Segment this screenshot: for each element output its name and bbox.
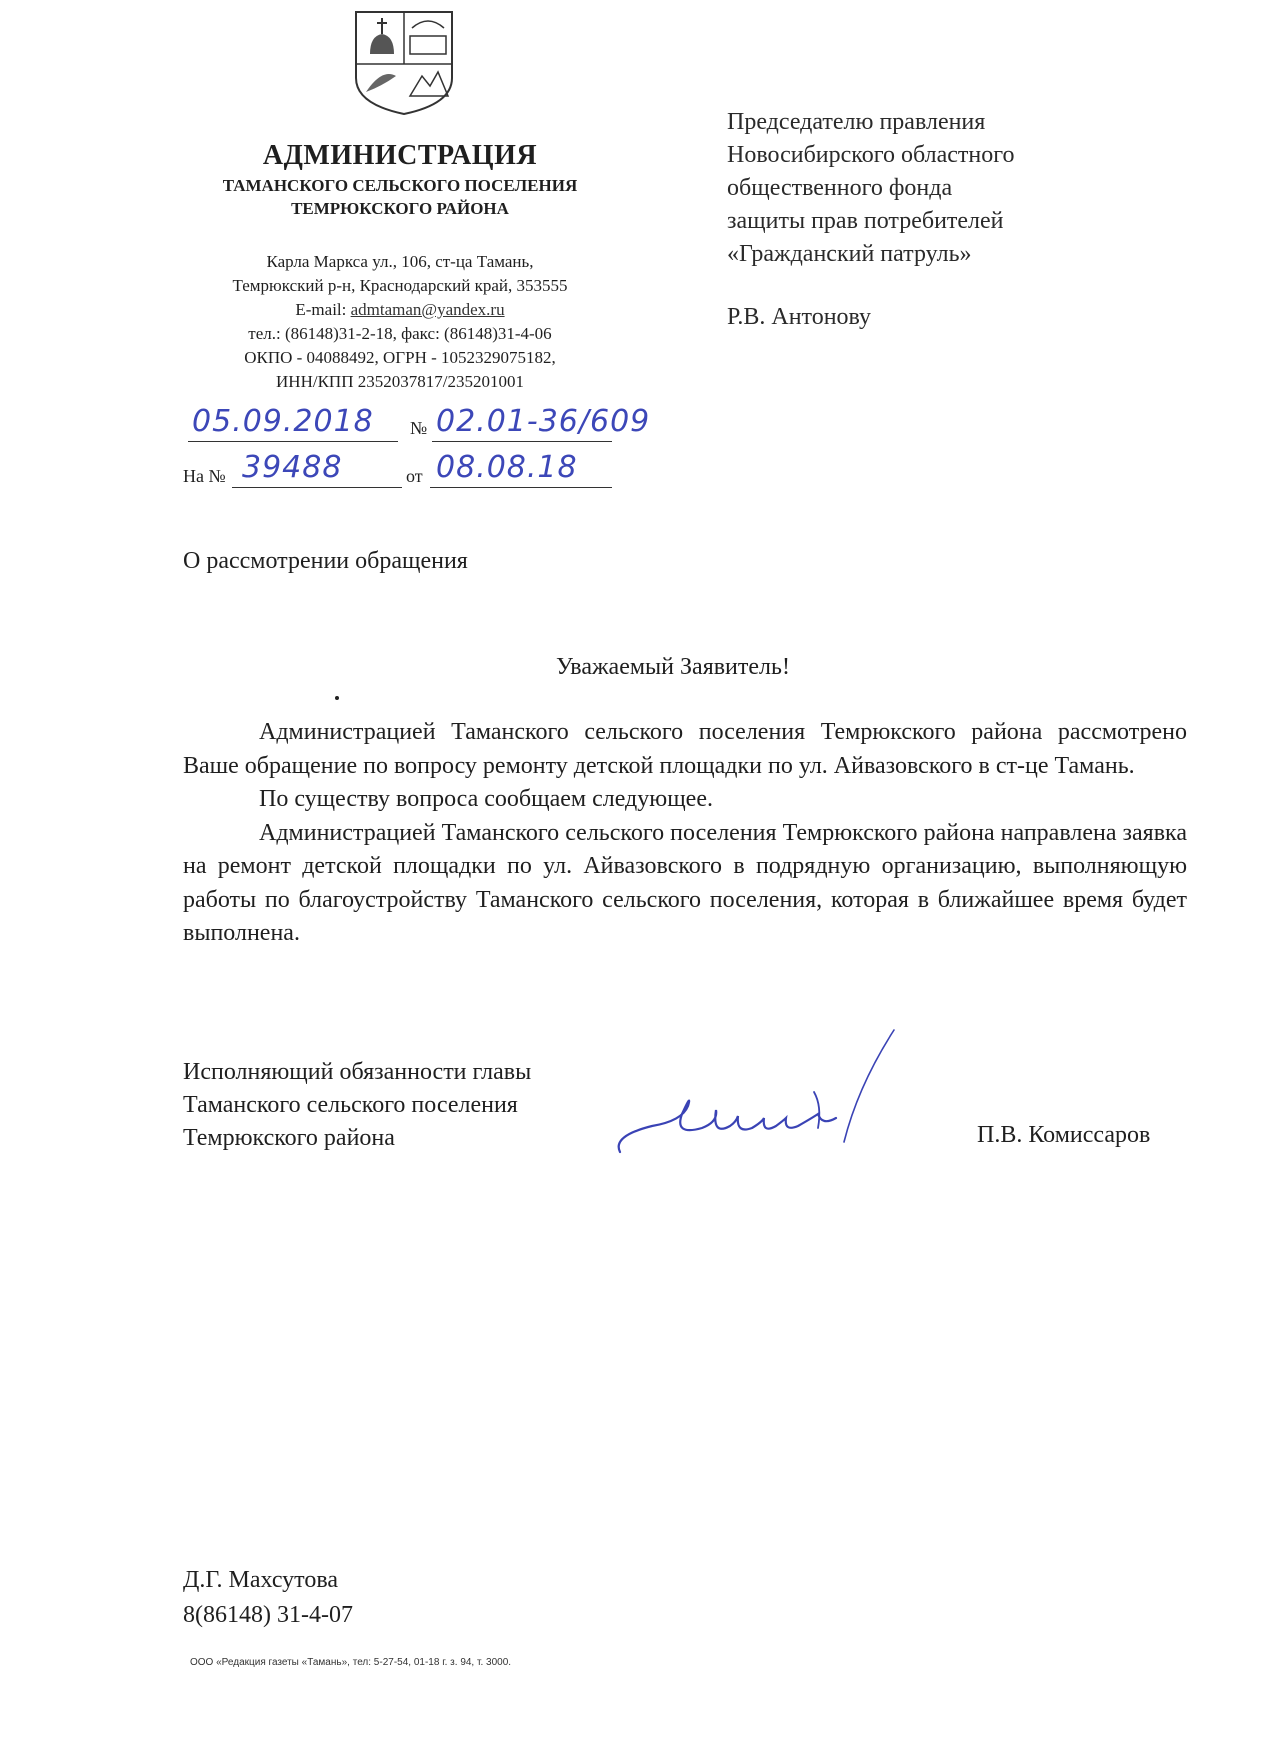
body-paragraph-1: Администрацией Таманского сельского поселения Темрюкского района рассмотрено Ваше обращение по вопросу ремонту детской площадки по ул. Айвазовского в ст-це Тамань. xyxy=(183,719,1187,779)
signer-position xyxy=(183,1056,531,1155)
coat-of-arms-icon xyxy=(352,6,456,118)
ref-date-underline xyxy=(430,487,612,488)
organization-title: АДМИНИСТРАЦИЯ xyxy=(262,140,538,171)
date-underline xyxy=(188,441,398,442)
recipient-block xyxy=(727,106,1167,334)
signer-position-line2: Таманского сельского поселения xyxy=(183,1092,518,1118)
ref-number-underline xyxy=(232,487,402,488)
reference-number-label: На № xyxy=(183,466,226,486)
signer-position-line3: Темрюкского района xyxy=(183,1125,395,1151)
registration-number: 02.01-36/609 xyxy=(436,404,651,439)
recipient-line2: Новосибирского областного xyxy=(727,142,1015,168)
phones-line: тел.: (86148)31-2-18, факс: (86148)31-4-06 xyxy=(248,324,552,343)
signature-scribble-icon xyxy=(612,1026,912,1166)
email-link[interactable]: admtaman@yandex.ru xyxy=(350,300,505,319)
letter-body xyxy=(183,716,1187,951)
signer-position-line1: Исполняющий обязанности главы xyxy=(183,1059,532,1085)
recipient-line5: «Гражданский патруль» xyxy=(727,241,972,267)
letter-subject: О рассмотрении обращения xyxy=(183,548,468,574)
address-line2: Темрюкский р-н, Краснодарский край, 353555 xyxy=(232,276,568,295)
registration-date: 05.09.2018 xyxy=(192,404,374,439)
contact-phone: 8(86148) 31-4-07 xyxy=(183,1602,353,1628)
signer-name: П.В. Комиссаров xyxy=(977,1122,1151,1148)
contact-name: Д.Г. Махсутова xyxy=(183,1567,339,1593)
address-line1: Карла Маркса ул., 106, ст-ца Тамань, xyxy=(266,252,534,271)
reference-from-label: от xyxy=(406,466,423,486)
contact-person xyxy=(183,1563,353,1633)
organization-subtitle-line2: ТЕМРЮКСКОГО РАЙОНА xyxy=(291,199,509,218)
scan-speck xyxy=(335,696,339,700)
recipient-line4: защиты прав потребителей xyxy=(727,208,1004,234)
body-paragraph-2: По существу вопроса сообщаем следующее. xyxy=(259,786,713,812)
reference-number: 39488 xyxy=(242,450,343,485)
registration-number-label: № xyxy=(410,418,428,438)
recipient-line1: Председателю правления xyxy=(727,109,986,135)
recipient-name: Р.В. Антонову xyxy=(727,304,872,330)
organization-subtitle-line1: ТАМАНСКОГО СЕЛЬСКОГО ПОСЕЛЕНИЯ xyxy=(222,176,578,195)
letter-greeting: Уважаемый Заявитель! xyxy=(556,654,790,680)
email-line xyxy=(150,298,650,322)
email-label: E-mail: xyxy=(295,300,351,319)
recipient-line3: общественного фонда xyxy=(727,175,953,201)
reference-date: 08.08.18 xyxy=(436,450,578,485)
number-underline xyxy=(432,441,612,442)
printer-footer: ООО «Редакция газеты «Тамань», тел: 5-27-54, 01-18 г. з. 94, т. 3000. xyxy=(190,1657,512,1668)
okpo-ogrn-line: ОКПО - 04088492, ОГРН - 1052329075182, xyxy=(244,348,556,367)
body-paragraph-3: Администрацией Таманского сельского поселения Темрюкского района направлена заявка на ремонт детской площадки по ул. Айвазовского в подрядную организацию, выполняющую работы по благоустройству Таманского сельского поселения, которая в ближайшее время будет выполнена. xyxy=(183,819,1187,946)
inn-kpp-line: ИНН/КПП 2352037817/235201001 xyxy=(276,372,524,391)
